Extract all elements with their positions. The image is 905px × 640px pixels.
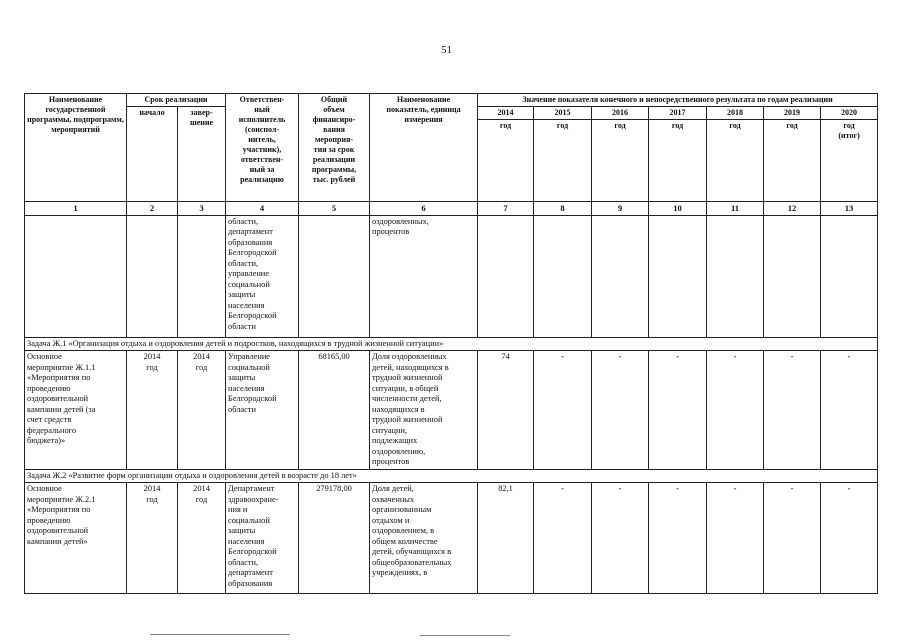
value-2016: - <box>592 483 649 594</box>
header-row-1 <box>25 94 878 107</box>
activity-start: 2014 год <box>127 351 178 470</box>
value-2015: - <box>534 483 592 594</box>
header-year-unit: год <box>707 120 764 202</box>
value-2019: - <box>764 483 821 594</box>
cell-empty <box>299 215 370 337</box>
header-values: Значение показателя конечного и непосредственного результата по годам реализации <box>478 94 878 107</box>
activity-indicator: Доля детей, охваченных организованным отдыхом и оздоровлением, в общем количестве детей, обучающихся в общеобразовательных учреждениях, в <box>370 483 478 594</box>
column-number-row <box>25 202 878 216</box>
column-number: 10 <box>649 202 707 216</box>
header-year-unit: год <box>764 120 821 202</box>
header-year-unit: год (итог) <box>821 120 878 202</box>
column-number: 13 <box>821 202 878 216</box>
activity-start: 2014 год <box>127 483 178 594</box>
header-year: 2015 <box>534 107 592 120</box>
activity-end: 2014 год <box>178 351 226 470</box>
cell-empty <box>534 215 592 337</box>
activity-name: Основное мероприятие Ж.1.1 «Мероприятия по проведению оздоровительной кампании детей (за счет средств федерального бюджета)» <box>25 351 127 470</box>
header-end: завер- шение <box>178 107 226 202</box>
header-year-unit: год <box>592 120 649 202</box>
activity-finance: 279178,00 <box>299 483 370 594</box>
header-term: Срок реализации <box>127 94 226 107</box>
value-2016: - <box>592 351 649 470</box>
header-year: 2016 <box>592 107 649 120</box>
cell-empty <box>592 215 649 337</box>
header-year: 2019 <box>764 107 821 120</box>
task-row-1 <box>25 337 878 351</box>
column-number: 6 <box>370 202 478 216</box>
activity-executor: Управление социальной защиты населения Белгородской области <box>226 351 299 470</box>
continuation-executor: области, департамент образования Белгородской области, управление социальной защиты населения Белгородской области <box>226 215 299 337</box>
scan-artifact <box>420 635 510 636</box>
value-2020: - <box>821 483 878 594</box>
cell-empty <box>25 215 127 337</box>
cell-empty <box>478 215 534 337</box>
activity-end: 2014 год <box>178 483 226 594</box>
page-number: 51 <box>441 44 452 56</box>
results-table <box>24 93 878 594</box>
column-number: 9 <box>592 202 649 216</box>
value-2014: 74 <box>478 351 534 470</box>
activity-row-2 <box>25 483 878 594</box>
column-number: 4 <box>226 202 299 216</box>
column-number: 7 <box>478 202 534 216</box>
activity-finance: 68165,00 <box>299 351 370 470</box>
header-year: 2017 <box>649 107 707 120</box>
column-number: 2 <box>127 202 178 216</box>
activity-executor: Департамент здравоохране- ния и социальной защиты населения Белгородской области, департамент образования <box>226 483 299 594</box>
value-2018: - <box>707 351 764 470</box>
value-2017: - <box>649 351 707 470</box>
column-number: 11 <box>707 202 764 216</box>
header-year: 2018 <box>707 107 764 120</box>
column-number: 1 <box>25 202 127 216</box>
header-finance: Общий объем финансиро- вания мероприя- тия за срок реализации программы, тыс. рублей <box>299 94 370 202</box>
column-number: 3 <box>178 202 226 216</box>
cell-empty <box>707 215 764 337</box>
task-row-2 <box>25 469 878 483</box>
header-year-unit: год <box>649 120 707 202</box>
activity-name: Основное мероприятие Ж.2.1 «Мероприятия по проведению оздоровительной кампании детей» <box>25 483 127 594</box>
value-2015: - <box>534 351 592 470</box>
value-2018: - <box>707 483 764 594</box>
cell-empty <box>764 215 821 337</box>
cell-empty <box>821 215 878 337</box>
value-2014: 82,1 <box>478 483 534 594</box>
cell-empty <box>127 215 178 337</box>
header-start: начало <box>127 107 178 202</box>
column-number: 5 <box>299 202 370 216</box>
value-2019: - <box>764 351 821 470</box>
task-heading: Задача Ж.1 «Организация отдыха и оздоровления детей и подростков, находящихся в трудной жизненной ситуации» <box>25 337 878 351</box>
column-number: 12 <box>764 202 821 216</box>
activity-row-1 <box>25 351 878 470</box>
activity-indicator: Доля оздоровленных детей, находящихся в трудной жизненной ситуации, в общей численности детей, находящихся в трудной жизненной ситуации, подлежащих оздоровлению, процентов <box>370 351 478 470</box>
cell-empty <box>649 215 707 337</box>
header-executor: Ответствен- ный исполнитель (соиспол- нитель, участник), ответствен- ный за реализацию <box>226 94 299 202</box>
continuation-row <box>25 215 878 337</box>
cell-empty <box>178 215 226 337</box>
header-indicator: Наименование показатель, единица измерения <box>370 94 478 202</box>
task-heading: Задача Ж.2 «Развитие форм организации отдыха и оздоровления детей в возрасте до 18 лет» <box>25 469 878 483</box>
scan-artifact <box>150 634 290 635</box>
header-year: 2020 <box>821 107 878 120</box>
header-year-unit: год <box>478 120 534 202</box>
value-2020: - <box>821 351 878 470</box>
column-number: 8 <box>534 202 592 216</box>
header-year: 2014 <box>478 107 534 120</box>
header-name: Наименование государственной программы, подпрограмм, мероприятий <box>25 94 127 202</box>
header-year-unit: год <box>534 120 592 202</box>
value-2017: - <box>649 483 707 594</box>
continuation-indicator: оздоровленных, процентов <box>370 215 478 337</box>
